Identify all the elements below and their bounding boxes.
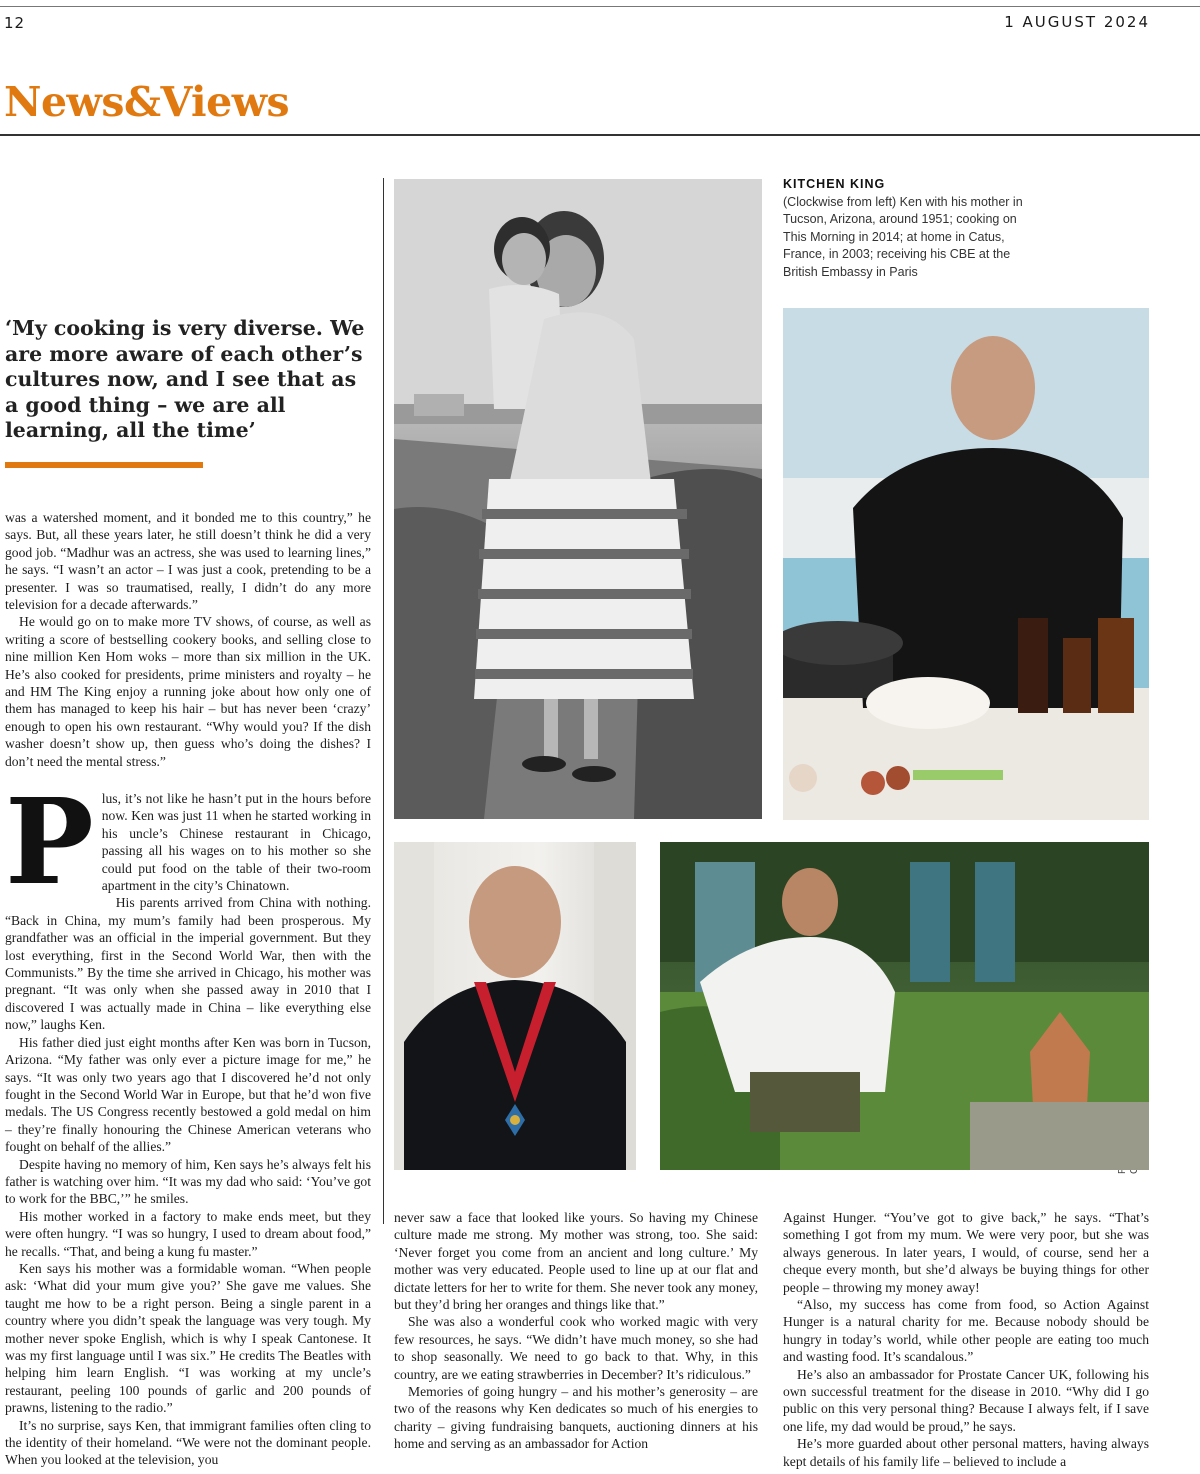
paragraph: His parents arrived from China with nothing. “Back in China, my mum’s family had been prosperous. My grandfather was an official in the imperial government. But they lost everything, first in the Second World War, then with the Communists.” By the time she arrived in Chicago, his mother was pregnant. “It was only when she passed away in 2010 that I discovered I was actually made in China – like everything else now,” laughs Ken.: [5, 895, 371, 1033]
column-rule: [383, 178, 384, 1224]
photo-cooking-this-morning: [783, 308, 1149, 820]
article-column-2: [394, 1209, 758, 1453]
paragraph: was a watershed moment, and it bonded me to this country,” he says. But, all these years later, he still doesn’t think he did a very good job. “Madhur was an actress, she was used to learning lines,” he says. “I wasn’t an actor – I was just a cook, pretending to be a presenter. I was so traumatised, really, I didn’t do any more television for a decade afterwards.”: [5, 510, 371, 613]
paragraph: It’s no surprise, says Ken, that immigrant families often cling to the identity of their homeland. “We were not the dominant people. When you looked at the television, you: [5, 1417, 371, 1468]
paragraph: Against Hunger. “You’ve got to give back,” he says. “That’s something I got from my mum. We were very poor, but she was always generous. In later years, I would, of course, send her a cheque every month, but she’d always be buying things for other people – throwing my money away!: [783, 1210, 1149, 1295]
pull-quote: ‘My cooking is very diverse. We are more aware of each other’s cultures now, and I see that as a good thing – we are all learning, all the time’: [5, 316, 365, 442]
paragraph: lus, it’s not like he hasn’t put in the hours before now. Ken was just 11 when he started working in his uncle’s Chinese restaurant in Chicago, passing all his wages on to his mother so she could put food on the table of their two-room apartment in the city’s Chinatown.: [101, 791, 371, 894]
masthead-rule: [0, 134, 1200, 136]
photo-cooking-image: [783, 308, 1149, 820]
photo-receiving-cbe: [394, 842, 636, 1170]
paragraph: He’s also an ambassador for Prostate Cancer UK, following his own successful treatment for the disease in 2010. “Why did I go public on this very personal thing? Because I always felt, if I save one life, my dad would be proud,” he says.: [783, 1366, 1149, 1434]
photo-mother-and-child: [394, 179, 762, 819]
page-number: 12: [4, 14, 26, 32]
caption-text: (Clockwise from left) Ken with his mother in Tucson, Arizona, around 1951; cooking on This Morning in 2014; at home in Catus, France, in 2003; receiving his CBE at the British Embassy in Paris: [783, 194, 1023, 279]
paragraph: “Also, my success has come from food, so Action Against Hunger is a natural charity for me. Because nobody should be hungry in today’s world, while other people are eating too much and wasting food. It’s scandalous.”: [783, 1297, 1149, 1365]
paragraph: He’s more guarded about other personal matters, having always kept details of his family life – believed to include a: [783, 1436, 1149, 1469]
top-rule: [0, 6, 1200, 7]
photo-home-catus: [660, 842, 1149, 1170]
photo-cbe-image: [394, 842, 636, 1170]
paragraph: He would go on to make more TV shows, of course, as well as writing a score of bestselling cookery books, and selling close to nine million Ken Hom woks – more than six million in the UK. He’s also cooked for presidents, prime ministers and royalty – he and HM The King enjoy a running joke about how only one of them has managed to keep his hair – but has never been ‘crazy’ enough to open his own restaurant. “Why would you? If the dish washer doesn’t show up, then guess who’s doing the dishes? I don’t need the mental stress.”: [5, 614, 371, 769]
caption-title: KITCHEN KING: [783, 177, 886, 191]
paragraph: Memories of going hungry – and his mother’s generosity – are two of the reasons why Ken dedicates so much of his energies to charity – giving fundraising banquets, auctioning dinners at his home and serving as an ambassador for Action: [394, 1384, 758, 1452]
paragraph: never saw a face that looked like yours. So having my Chinese culture made me strong. My mother was strong, too. She said: ‘Never forget you come from an ancient and long culture.’ My mother was very educated. People used to line up at our flat and dictate letters for her to write for them. She never took any money, but they’d bring her oranges and things like that.”: [394, 1210, 758, 1313]
pull-quote-bar: [5, 462, 203, 468]
article-column-1-bottom: [5, 772, 371, 1469]
paragraph: His mother worked in a factory to make ends meet, but they were often hungry. “I was so hungry, I used to dream about food,” he recalls. “That, and being a kung fu master.”: [5, 1208, 371, 1259]
paragraph: She was also a wonderful cook who worked magic with very few resources, he says. “We didn’t have much money, so she had to shop seasonally. We need to go back to that. Why, in this country, are we eating strawberries in December? It’s ridiculous.”: [394, 1314, 758, 1382]
paragraph: His father died just eight months after Ken was born in Tucson, Arizona. “My father was only ever a picture image for me,” he says. “It was only two years ago that I discovered he’d not only fought in the Second World War in Europe, but that he’d won five medals. The US Congress recently bestowed a gold medal on him – they’re finally honouring the Chinese American veterans who fought on behalf of the allies.”: [5, 1034, 371, 1155]
photo-mother-and-child-image: [394, 179, 762, 819]
photo-garden-image: [660, 842, 1149, 1170]
paragraph: Ken says his mother was a formidable woman. “When people ask: ‘What did your mum give you?’ She gave me values. She taught me how to be a right person. Being a single parent in a country where you didn’t speak the language was very tough. My mother never spoke English, which is why I speak Cantonese. It was my first language until I was six.” He credits The Beatles with helping him learn English. “I was working at my uncle’s restaurant, peeling 100 pounds of garlic and 200 pounds of prawns, listening to the radio.”: [5, 1260, 371, 1416]
article-column-3: [783, 1209, 1149, 1470]
section-title: News&Views: [4, 78, 290, 126]
drop-cap: P: [5, 772, 94, 911]
photo-caption: [783, 176, 1023, 281]
article-column-1-top: [5, 509, 371, 770]
paragraph: Despite having no memory of him, Ken says he’s always felt his father is watching over him. “It was my dad who said: ‘You’ve got to work for the BBC,’” he smiles.: [5, 1156, 371, 1207]
issue-date: 1 AUGUST 2024: [1004, 13, 1150, 31]
